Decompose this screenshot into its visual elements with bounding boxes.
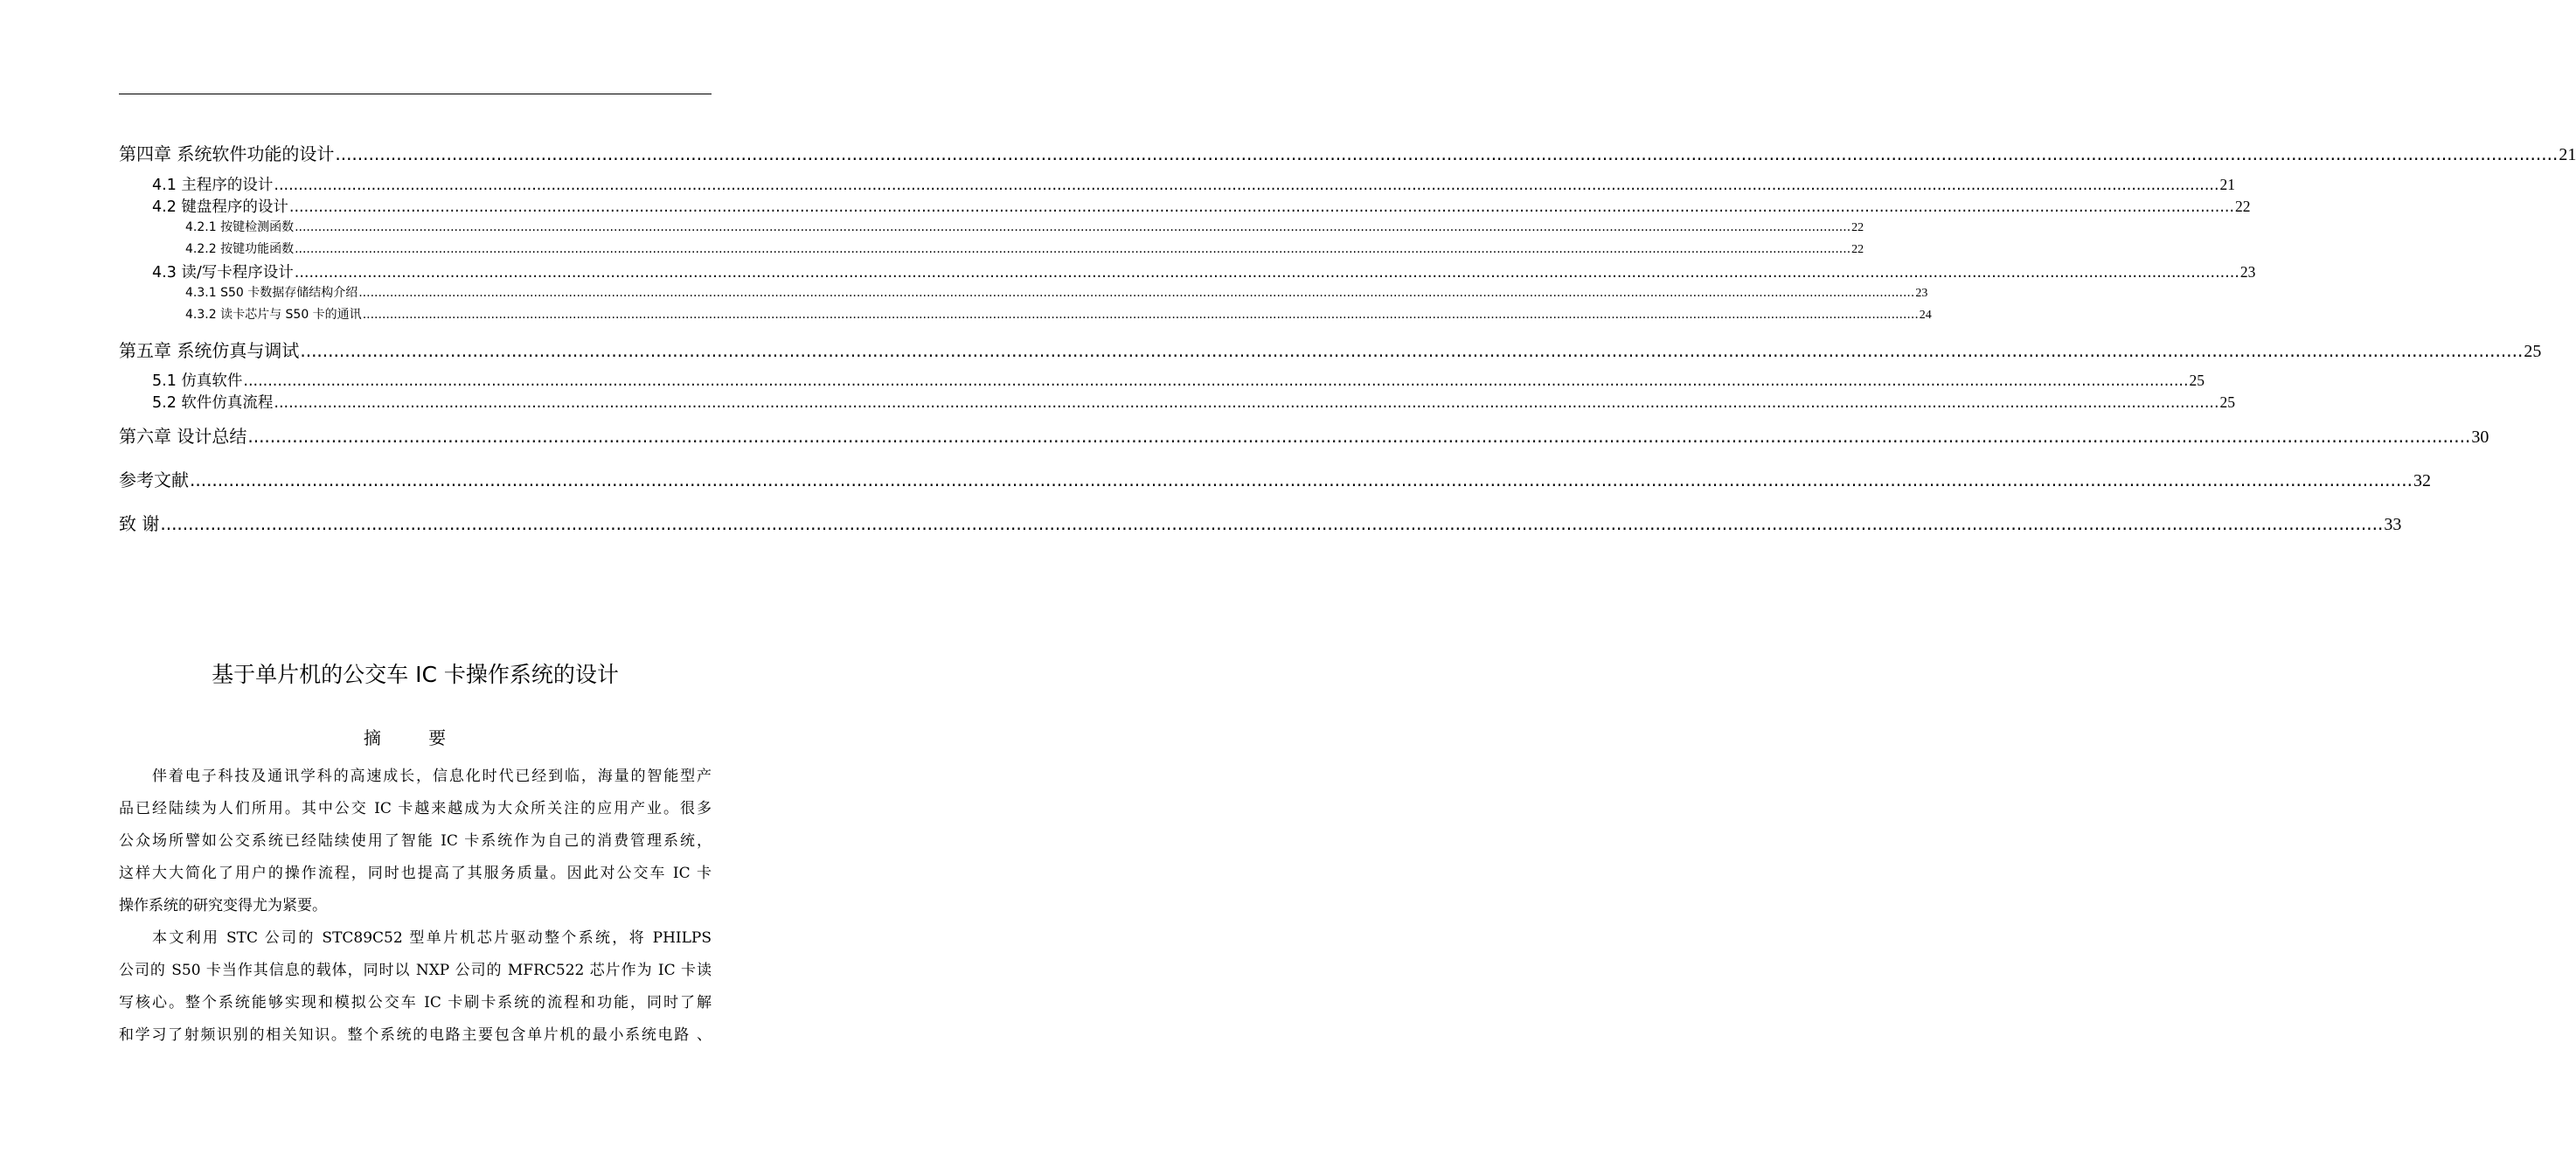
toc-leader-dots: ................................................................................................................................................................................................................................................................................................................................................................................................................ [358,286,1915,300]
toc-entry[interactable] [119,466,2431,491]
toc-entry-title: 5.1 仿真软件 [152,372,243,390]
toc-entry-page: 25 [2189,372,2205,389]
toc-leader-dots: ................................................................................................................................................................................................................................................................................................................................................................................................................ [247,426,2471,447]
toc-leader-dots: ................................................................................................................................................................................................................................................................................................................................................................................................................ [274,394,2219,412]
toc-entry-page: 23 [2239,263,2256,281]
toc-entry-title: 5.2 软件仿真流程 [152,394,274,412]
toc-entry-title: 4.2 键盘程序的设计 [152,198,288,216]
abstract-line: 公众场所譬如公交系统已经陆续使用了智能 IC 卡系统作为自己的消费管理系统， [119,832,712,850]
toc-leader-dots: ................................................................................................................................................................................................................................................................................................................................................................................................................ [243,372,2189,390]
toc-entry[interactable] [152,195,2251,217]
toc-entry-page: 25 [2524,342,2542,361]
toc-entry-title: 4.3 读/写卡程序设计 [152,264,294,282]
toc-entry-title: 致 谢 [119,513,160,534]
toc-entry[interactable] [152,369,2205,391]
abstract-line: 这样大大简化了用户的操作流程，同时也提高了其服务质量。因此对公交车 IC 卡 [119,865,712,882]
toc-leader-dots: ................................................................................................................................................................................................................................................................................................................................................................................................................ [362,308,1919,322]
toc-entry-page: 22 [2235,198,2251,215]
toc-entry[interactable] [152,261,2256,282]
toc-leader-dots: ................................................................................................................................................................................................................................................................................................................................................................................................................ [288,198,2235,216]
toc-entry-title: 4.1 主程序的设计 [152,177,274,194]
abstract-line: 操作系统的研究变得尤为紧要。 [119,897,327,914]
toc-entry-title: 第五章 系统仿真与调试 [119,340,300,361]
toc-entry-title: 4.2.2 按键功能函数 [185,242,295,256]
toc-entry-page: 30 [2471,428,2489,447]
toc-entry[interactable] [119,140,2576,165]
toc-entry[interactable] [152,173,2236,195]
abstract-heading: 摘 要 [363,727,468,748]
toc-leader-dots: ................................................................................................................................................................................................................................................................................................................................................................................................................ [295,242,1851,256]
toc-leader-dots: ................................................................................................................................................................................................................................................................................................................................................................................................................ [300,340,2524,361]
toc-entry-page: 24 [1919,309,1932,322]
toc-entry-title: 4.3.2 读卡芯片与 S50 卡的通讯 [185,308,362,322]
abstract-line: 写核心。整个系统能够实现和模拟公交车 IC 卡刷卡系统的流程和功能，同时了解 [119,994,712,1012]
toc-leader-dots: ................................................................................................................................................................................................................................................................................................................................................................................................................ [295,220,1851,234]
toc-entry-page: 23 [1915,287,1928,300]
abstract-line: 和学习了射频识别的相关知识。整个系统的电路主要包含单片机的最小系统电路 、 [119,1026,712,1044]
abstract-line: 品已经陆续为人们所用。其中公交 IC 卡越来越成为大众所关注的应用产业。很多 [119,800,712,817]
toc-entry-title: 4.3.1 S50 卡数据存储结构介绍 [185,286,358,300]
toc-entry[interactable] [119,422,2489,448]
abstract-line: 公司的 S50 卡当作其信息的载体，同时以 NXP 公司的 MFRC522 芯片作为 IC 卡读 [119,962,712,979]
toc-leader-dots: ................................................................................................................................................................................................................................................................................................................................................................................................................ [335,143,2559,164]
toc-entry[interactable] [119,510,2402,535]
toc-leader-dots: ................................................................................................................................................................................................................................................................................................................................................................................................................ [190,469,2413,490]
toc-entry[interactable] [152,391,2236,413]
toc-entry-page: 22 [1851,221,1864,234]
toc-entry-title: 第六章 设计总结 [119,426,247,447]
toc-entry-page: 22 [1851,243,1864,256]
toc-entry[interactable] [119,337,2542,362]
toc-entry[interactable] [185,240,1864,257]
toc-entry-page: 21 [2219,176,2236,193]
abstract-line: 本文利用 STC 公司的 STC89C52 型单片机芯片驱动整个系统，将 PHILPS [152,929,712,947]
toc-entry-page: 33 [2384,515,2402,534]
toc-entry[interactable] [185,305,1932,323]
toc-leader-dots: ................................................................................................................................................................................................................................................................................................................................................................................................................ [294,264,2239,282]
toc-entry-title: 4.2.1 按键检测函数 [185,220,295,234]
toc-leader-dots: ................................................................................................................................................................................................................................................................................................................................................................................................................ [274,177,2219,194]
toc-entry[interactable] [185,218,1864,235]
toc-entry-page: 21 [2559,145,2576,164]
toc-entry-title: 第四章 系统软件功能的设计 [119,143,335,164]
toc-entry[interactable] [185,283,1928,301]
toc-entry-page: 25 [2219,393,2236,411]
toc-entry-page: 32 [2413,471,2431,490]
paper-title: 基于单片机的公交车 IC 卡操作系统的设计 [212,662,619,687]
toc-leader-dots: ................................................................................................................................................................................................................................................................................................................................................................................................................ [160,513,2384,534]
abstract-line: 伴着电子科技及通讯学科的高速成长，信息化时代已经到临，海量的智能型产 [152,768,712,785]
toc-entry-title: 参考文献 [119,469,189,490]
